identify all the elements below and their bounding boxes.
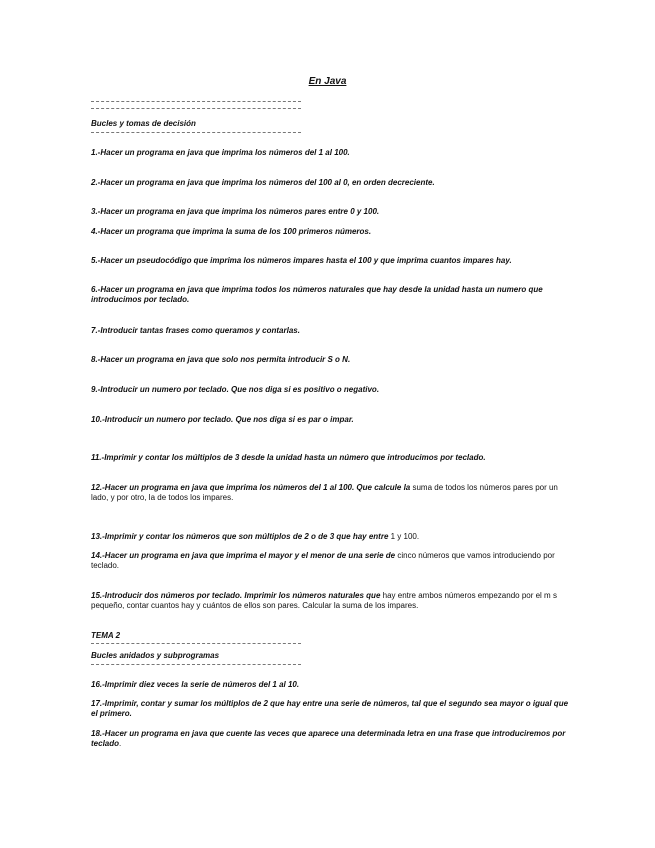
divider	[91, 132, 301, 133]
exercise-10: 10.-Introducir un numero por teclado. Que nos diga si es par o impar.	[91, 415, 354, 424]
exercise-5: 5.-Hacer un pseudocódigo que imprima los números impares hasta el 100 y que imprima cuantos impares hay.	[91, 256, 512, 265]
divider	[91, 108, 301, 109]
exercise-18	[91, 729, 569, 749]
exercise-14	[91, 551, 569, 571]
exercise-13	[91, 532, 569, 542]
page-title: En Java	[308, 76, 347, 87]
exercise-9: 9.-Introducir un numero por teclado. Que nos diga si es positivo o negativo.	[91, 385, 380, 394]
exercise-2: 2.-Hacer un programa en java que imprima los números del 100 al 0, en orden decreciente.	[91, 178, 435, 187]
exercise-4: 4.-Hacer un programa que imprima la suma de los 100 primeros números.	[91, 227, 372, 236]
exercise-14-lead: 14.-Hacer un programa en java que imprima el mayor y el menor de una serie de	[91, 551, 398, 560]
exercise-13-lead: 13.-Imprimir y contar los números que son múltiplos de 2 o de 3 que hay entre	[91, 532, 391, 541]
exercise-6: 6.-Hacer un programa en java que imprima todos los números naturales que hay desde la unidad hasta un numero que introducimos por teclado.	[91, 285, 543, 304]
divider	[91, 643, 301, 644]
divider	[91, 664, 301, 665]
exercise-12-lead: 12.-Hacer un programa en java que imprima los números del 1 al 100. Que calcule la	[91, 483, 413, 492]
exercise-16: 16.-Imprimir diez veces la serie de números del 1 al 10.	[91, 680, 300, 689]
exercise-12	[91, 483, 569, 503]
exercise-11: 11.-Imprimir y contar los múltiplos de 3 desde la unidad hasta un número que introducimos por teclado.	[91, 453, 486, 462]
exercise-1: 1.-Hacer un programa en java que imprima los números del 1 al 100.	[91, 148, 350, 157]
exercise-15-rest: hay entre ambos números empezando por el m s pequeño, contar cuantos hay y cuántos de ellos son pares. Calcular la suma de los impares.	[91, 591, 557, 610]
exercise-3: 3.-Hacer un programa en java que imprima los números pares entre 0 y 100.	[91, 207, 380, 216]
exercise-7: 7.-Introducir tantas frases como queramos y contarlas.	[91, 326, 300, 335]
exercise-18-end: .	[119, 739, 122, 748]
exercise-8: 8.-Hacer un programa en java que solo nos permita introducir S o N.	[91, 355, 351, 364]
exercise-17: 17.-Imprimir, contar y sumar los múltiplos de 2 que hay entre una serie de números, tal que el segundo sea mayor o igual que el primero.	[91, 699, 569, 718]
section-label: TEMA 2	[91, 631, 121, 640]
section-heading: Bucles anidados y subprogramas	[91, 651, 220, 660]
exercise-14-rest: cinco números que vamos introduciendo por teclado.	[91, 551, 555, 570]
exercise-15	[91, 591, 569, 611]
exercise-15-lead: 15.-Introducir dos números por teclado. Imprimir los números naturales que	[91, 591, 383, 600]
exercise-18-text: 18.-Hacer un programa en java que cuente las veces que aparece una determinada letra en una frase que introduciremos por teclado	[91, 729, 566, 748]
section-heading: Bucles y tomas de decisión	[91, 119, 196, 128]
exercise-12-rest: suma de todos los números pares por un lado, y por otro, la de todos los impares.	[91, 483, 558, 502]
divider	[91, 101, 301, 102]
exercise-13-rest: 1 y 100.	[390, 532, 420, 541]
